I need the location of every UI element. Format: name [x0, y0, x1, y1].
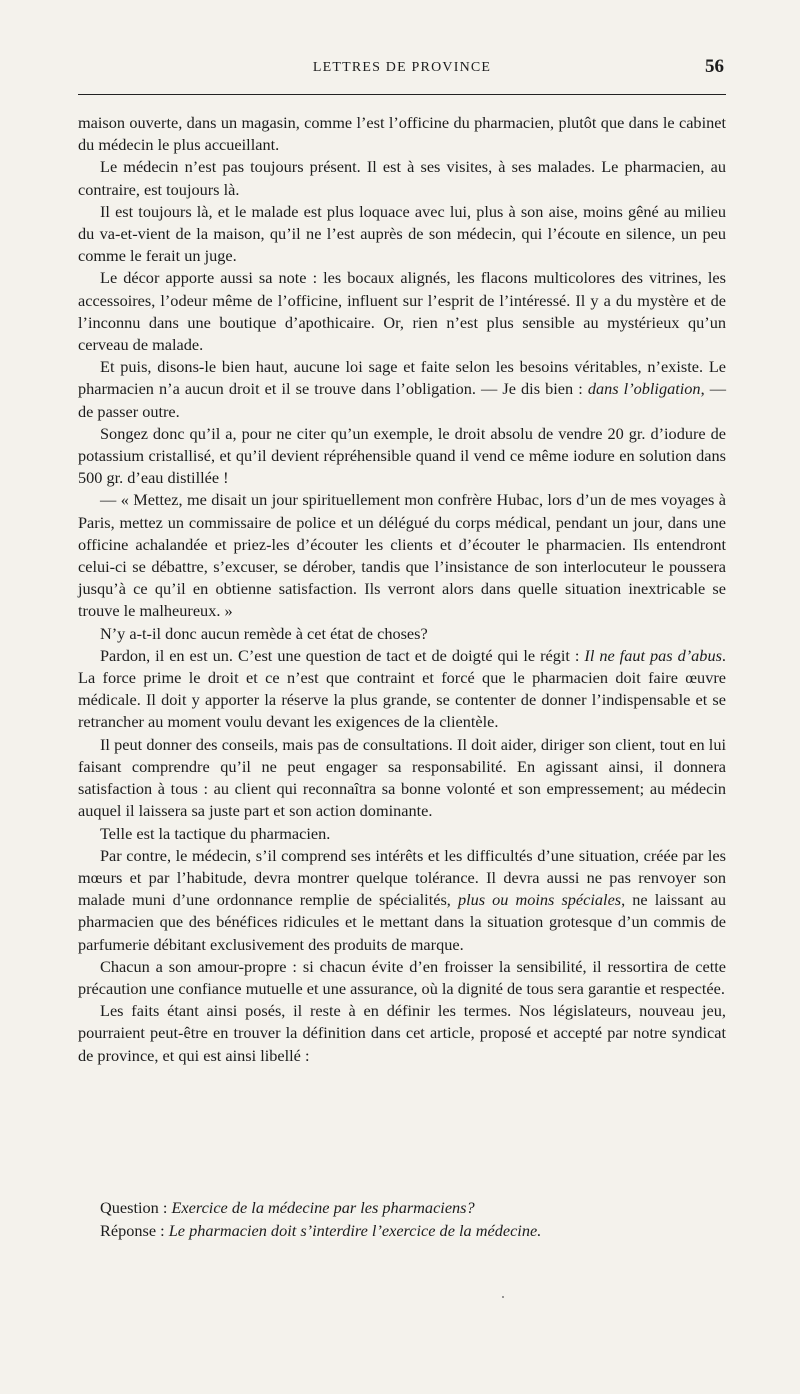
text-run: Le décor apporte aussi sa note : les bocaux alignés, les flacons multicolores des vitrines, les accessoires, l’odeur même de l’officine, influent sur l’esprit de l’intéressé. Il y a du mystère et de l’inconnu dans une boutique d’apothicaire. Or, rien n’est plus sensible au mystérieux qu’un cerveau de malade. [78, 268, 726, 355]
paragraph [78, 623, 726, 645]
question-text: Exercice de la médecine par les pharmaciens? [171, 1198, 475, 1217]
text-run: . La force prime le droit et ce n’est que contraint et forcé que le pharmacien doit faire œuvre médicale. Il doit y apporter la réserve la plus grande, se contenter de donner l’indispensable et se retrancher au moment voulu devant les exigences de la clientèle. [78, 645, 726, 732]
answer-text: Le pharmacien doit s’interdire l’exercice de la médecine. [168, 1220, 542, 1240]
paragraph [78, 267, 726, 356]
text-run: — « Mettez, me disait un jour spirituellement mon confrère Hubac, lors d’un de mes voyages à Paris, mettez un commissaire de police et un délégué du corps médical, pendant un jour, dans une officine achalandée et priez-les d’écouter les clients et d’écouter le pharmacien. Ils entendront celui-ci se débattre, s’excuser, se dérober, tandis que l’insistance de son interlocuteur le poussera jusqu’à ce qu’il en obtienne satisfaction. Ils verront alors dans quelle situation inextricable se trouve le malheureux. » [78, 490, 726, 621]
text-run: Chacun a son amour-propre : si chacun évite d’en froisser la sensibilité, il ressortira de cette précaution une confiance mutuelle et une assurance, où la dignité de tous sera garantie et respectée. [78, 956, 726, 998]
text-run: N’y a-t-il donc aucun remède à cet état de choses? [100, 623, 428, 643]
text-run: , — de passer outre. [78, 379, 727, 421]
text-run: Il peut donner des conseils, mais pas de consultations. Il doit aider, diriger son client, tout en lui faisant comprendre qu’il ne peut engager sa responsabilité. En agissant ainsi, il donnera satisfaction à tous : au client qui reconnaîtra sa bonne volonté et son empressement; au médecin auquel il laissera sa juste part et son action dominante. [78, 734, 726, 821]
page-number: 56 [705, 56, 724, 77]
text-run: Par contre, le médecin, s’il comprend ses intérêts et les difficultés d’une situation, créée par les mœurs et par l’habitude, devra montrer quelque tolérance. Il devra aussi ne pas renvoyer son malade muni d’une ordonnance remplie de spécialités, [78, 845, 726, 910]
text-run: Songez donc qu’il a, pour ne citer qu’un exemple, le droit absolu de vendre 20 gr. d’iodure de potassium cristallisé, et qu’il devient répréhensible quand il vend ce même iodure en solution dans 500 gr. d’eau distillée ! [78, 423, 726, 488]
italic-phrase: Il ne faut pas d’abus [584, 645, 722, 665]
page-header [78, 56, 726, 82]
question-answer-block [100, 1197, 726, 1242]
paragraph [78, 956, 726, 1000]
header-rule [78, 94, 726, 95]
italic-phrase: dans l’obligation [587, 379, 701, 399]
paragraph [78, 156, 726, 200]
italic-phrase: plus ou moins spéciales [457, 890, 622, 910]
paragraph [78, 201, 726, 268]
paragraph [78, 112, 726, 156]
question-line [100, 1197, 726, 1220]
print-speck [502, 1296, 504, 1298]
text-run: Et puis, disons-le bien haut, aucune loi sage et faite selon les besoins véritables, n’existe. Le pharmacien n’a aucun droit et il se trouve dans l’obligation. — Je dis bien : [78, 357, 726, 399]
text-run: maison ouverte, dans un magasin, comme l’est l’officine du pharmacien, plutôt que dans le cabinet du médecin le plus accueillant. [78, 113, 726, 155]
paragraph [78, 356, 726, 423]
running-title: LETTRES DE PROVINCE [312, 60, 492, 75]
paragraph [78, 823, 726, 845]
text-run: , ne laissant au pharmacien que des bénéfices ridicules et le mettant dans la situation grotesque d’un commis de parfumerie débitant exclusivement des produits de marque. [78, 890, 726, 954]
paragraph [78, 489, 726, 622]
paragraph [78, 423, 726, 490]
body-text [78, 112, 726, 1067]
text-run: Les faits étant ainsi posés, il reste à en définir les termes. Nos législateurs, nouveau jeu, pourraient peut-être en trouver la définition dans cet article, proposé et accepté par notre syndicat de province, et qui est ainsi libellé : [78, 1001, 726, 1065]
text-run: Pardon, il en est un. C’est une question de tact et de doigté qui le régit : [100, 645, 585, 665]
paragraph [78, 734, 726, 823]
paragraph [78, 1000, 726, 1067]
paragraph [78, 645, 726, 734]
text-run: Il est toujours là, et le malade est plus loquace avec lui, plus à son aise, moins gêné au milieu du va-et-vient de la maison, qu’il ne l’est auprès de son médecin, qui l’écoute en silence, un peu comme le ferait un juge. [78, 201, 726, 266]
text-run: Le médecin n’est pas toujours présent. Il est à ses visites, à ses malades. Le pharmacien, au contraire, est toujours là. [78, 157, 726, 199]
paragraph [78, 845, 726, 956]
text-run: Telle est la tactique du pharmacien. [100, 823, 331, 843]
answer-label: Réponse : [100, 1220, 169, 1240]
answer-line [100, 1220, 726, 1243]
question-label: Question : [100, 1198, 172, 1217]
